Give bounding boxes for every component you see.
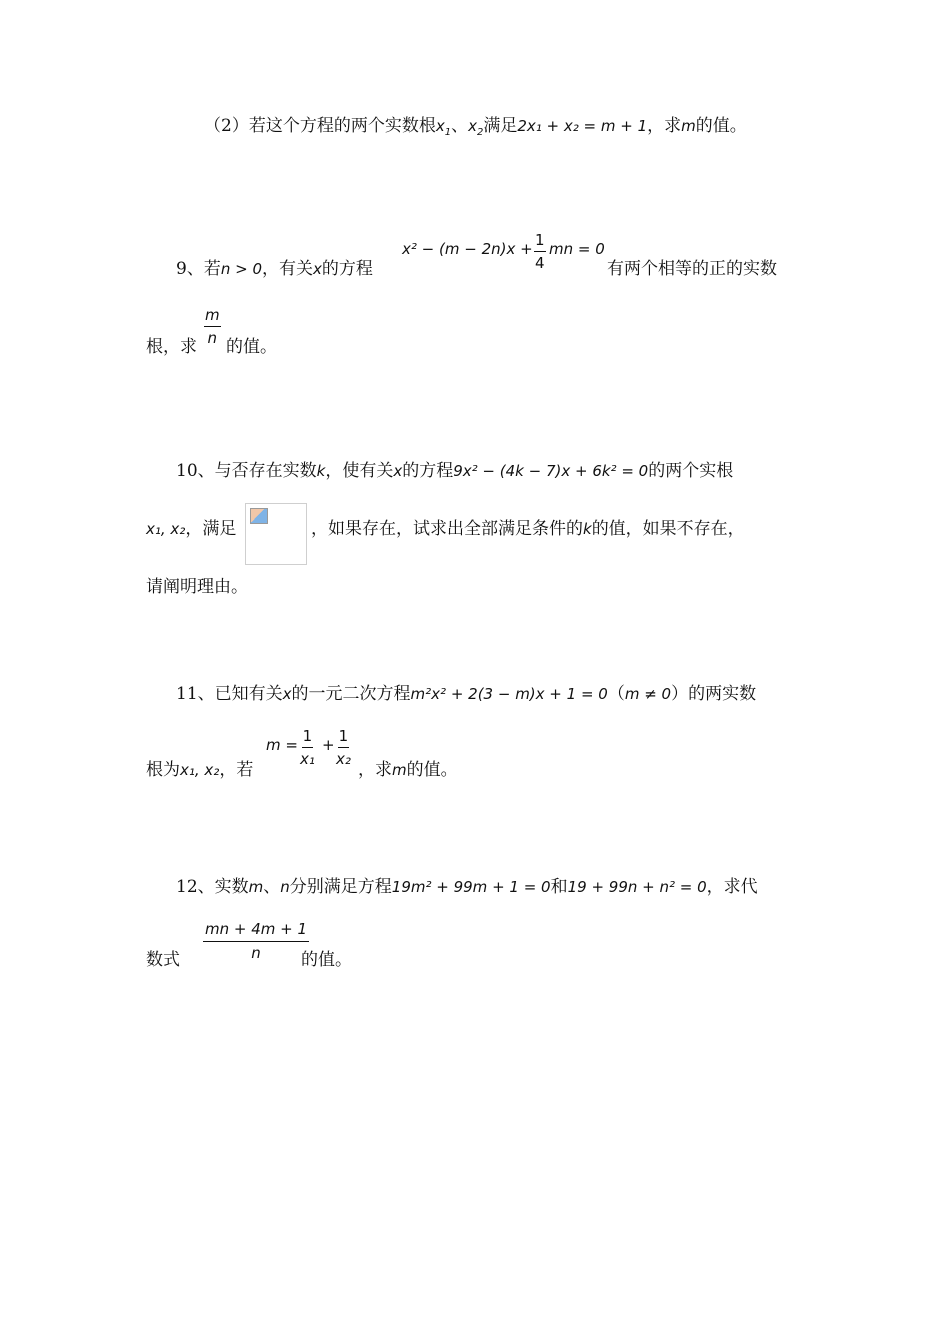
q11-line2a — [146, 760, 253, 780]
q12-expr-num: mn + 4m + 1 — [203, 920, 309, 942]
q11-t4: ，求 — [358, 760, 392, 780]
q9-t2: 的方程 — [321, 259, 373, 279]
q11-roots: x₁, x₂ — [180, 761, 220, 779]
q11-m-equals: m = — [266, 736, 298, 754]
q11-m: m — [392, 761, 407, 779]
q9-fraction-quarter — [534, 231, 546, 272]
q8-mid: 满足 — [483, 116, 518, 136]
q10-equation: 9x² − (4k − 7)x + 6k² = 0 — [453, 462, 649, 480]
q11-cond-open: （ — [607, 684, 625, 704]
q11-fraction-2 — [336, 727, 351, 768]
q8-part2-line — [204, 116, 747, 136]
q12-sep: 、 — [263, 877, 281, 897]
q8-x1: $x_1$ — [435, 117, 452, 138]
q10-line2a — [146, 519, 236, 539]
q9-equation-right: mn = 0 — [549, 240, 605, 258]
q12-label: 12、实数 — [176, 877, 249, 897]
q10-roots: x₁, x₂ — [146, 520, 186, 538]
q8-suffix1: ，求 — [647, 116, 682, 136]
q9-x: x — [312, 260, 322, 278]
q12-and: 和 — [550, 877, 568, 897]
q9-ratio-den: n — [207, 329, 218, 347]
q10-k: k — [316, 462, 326, 480]
q12-expr-den: n — [251, 944, 261, 962]
q11-line1 — [176, 684, 756, 704]
q10-t1: ，使有关 — [325, 461, 394, 481]
q11-t2: 根为 — [146, 760, 180, 780]
q9-t5: 的值。 — [226, 337, 277, 357]
q12-t3: 数式 — [146, 950, 180, 970]
missing-image-placeholder — [245, 503, 307, 565]
q11-t5: 的值。 — [406, 760, 458, 780]
q11-f1-num: 1 — [302, 727, 314, 748]
q10-line1 — [176, 461, 733, 481]
q9-cond: n > 0 — [220, 260, 262, 278]
q12-expression — [203, 920, 309, 962]
q9-ratio — [204, 306, 221, 347]
q12-line1 — [176, 877, 758, 897]
q12-t4: 的值。 — [301, 950, 352, 970]
q8-var: m — [681, 117, 696, 135]
q12-m: m — [248, 878, 264, 896]
q11-t1: 的一元二次方程 — [291, 684, 411, 704]
q9-label: 9、若 — [176, 259, 221, 279]
q9-frac-num: 1 — [534, 231, 546, 252]
q9-t1: ，有关 — [261, 259, 313, 279]
q10-k2: k — [583, 520, 592, 538]
q11-f1-den: x₁ — [300, 750, 315, 768]
q9-ratio-num: m — [204, 306, 221, 327]
q10-label: 10、与否存在实数 — [176, 461, 317, 481]
q12-t2: ，求代 — [706, 877, 758, 897]
q12-t1: 分别满足方程 — [289, 877, 392, 897]
q9-equation-left: x² − (m − 2n)x + — [402, 240, 533, 258]
q10-x: x — [393, 462, 403, 480]
q8-sep: 、 — [451, 116, 469, 136]
broken-image-icon — [250, 508, 268, 524]
q9-line1 — [176, 259, 373, 279]
q11-x: x — [282, 685, 292, 703]
q9-t4: 根，求 — [146, 337, 197, 357]
q11-cond-close: ）的两实数 — [671, 684, 757, 704]
q11-f2-num: 1 — [338, 727, 350, 748]
q12-equation-1: 19m² + 99m + 1 = 0 — [391, 878, 551, 896]
q11-fraction-1 — [300, 727, 315, 768]
q10-t3: 的两个实根 — [648, 461, 734, 481]
q10-t2: 的方程 — [402, 461, 454, 481]
q11-f2-den: x₂ — [336, 750, 351, 768]
q12-equation-2: 19 + 99n + n² = 0 — [567, 878, 707, 896]
q10-t7: 请阐明理由。 — [146, 577, 248, 597]
q9-t3: 有两个相等的正的实数 — [607, 259, 777, 279]
q10-t5: ，如果存在，试求出全部满足条件的 — [311, 519, 583, 539]
q10-line2b — [311, 519, 745, 539]
q11-line2b — [358, 760, 458, 780]
q8-x2: $x_2$ — [468, 117, 484, 138]
q10-t4: ，满足 — [185, 519, 237, 539]
q10-t6: 的值，如果不存在， — [591, 519, 745, 539]
q8-prefix: （2）若这个方程的两个实数根 — [204, 116, 436, 136]
q11-plus: + — [322, 736, 335, 754]
q11-equation: m²x² + 2(3 − m)x + 1 = 0 — [410, 685, 608, 703]
q11-cond: m ≠ 0 — [624, 685, 672, 703]
q11-t3: ，若 — [219, 760, 254, 780]
q9-frac-den: 4 — [535, 254, 545, 272]
q11-label: 11、已知有关 — [176, 684, 283, 704]
q8-equation: 2x₁ + x₂ = m + 1 — [517, 117, 648, 135]
q8-suffix2: 的值。 — [695, 116, 747, 136]
q12-n: n — [280, 878, 290, 896]
